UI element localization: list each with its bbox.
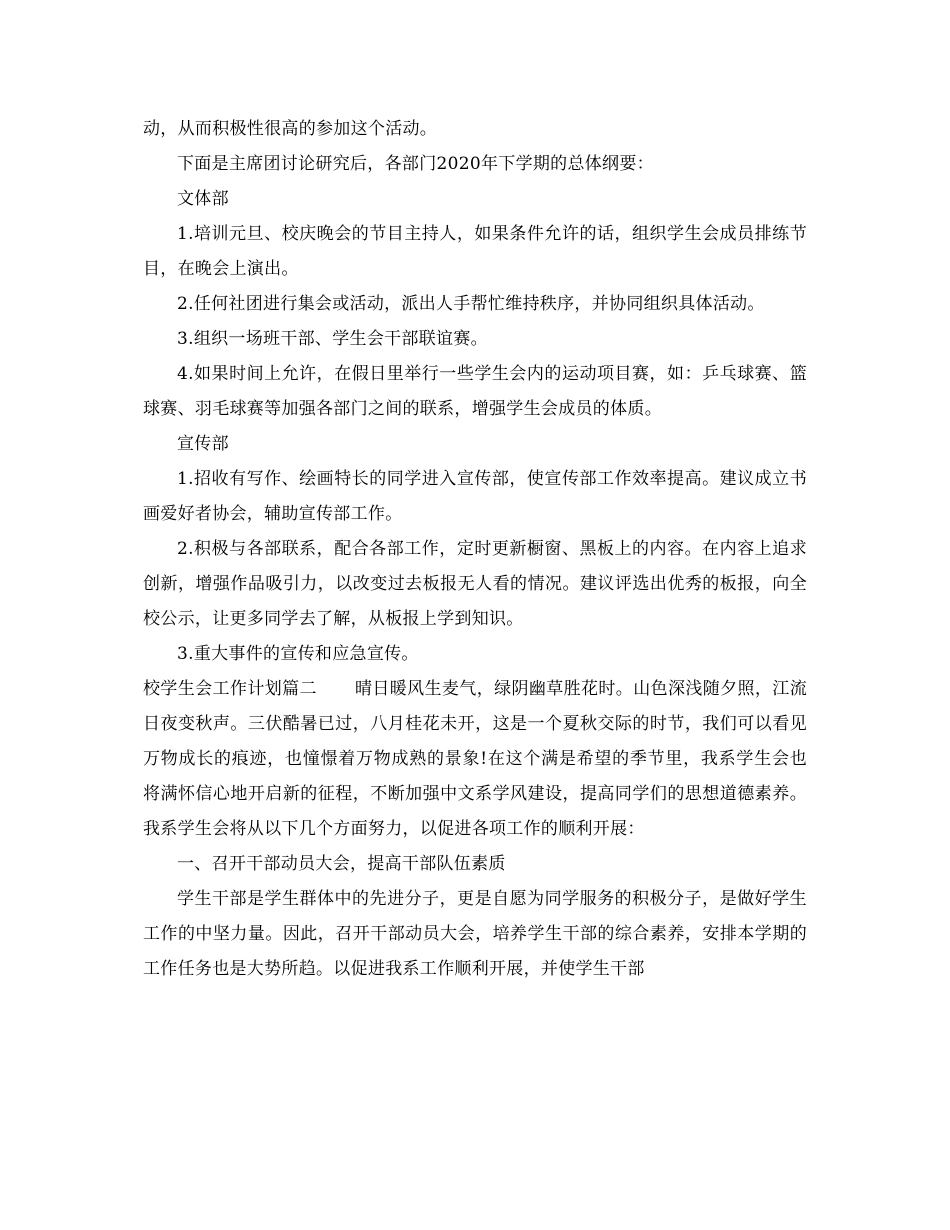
paragraph-xuanchuan-2: 2.积极与各部联系，配合各部工作，定时更新橱窗、黑板上的内容。在内容上追求创新，增强作品吸引力，以改变过去板报无人看的情况。建议评选出优秀的板报，向全校公示，让更多同学去了解，从板报上学到知识。 <box>143 539 807 629</box>
paragraph-wenti-3: 3.组织一场班干部、学生会干部联谊赛。 <box>177 329 488 349</box>
paragraph-wenti-4: 4.如果时间上允许，在假日里举行一些学生会内的运动项目赛，如：乒乓球赛、篮球赛、羽毛球赛等加强各部门之间的联系，增强学生会成员的体质。 <box>143 364 807 419</box>
paragraph-1: 动，从而积极性很高的参加这个活动。 <box>143 119 438 139</box>
section-two-heading: 校学生会工作计划篇二 <box>143 679 317 699</box>
paragraph-xuanchuan-1: 1.招收有写作、绘画特长的同学进入宣传部，使宣传部工作效率提高。建议成立书画爱好者协会，辅助宣传部工作。 <box>143 469 807 524</box>
section-two-text: 晴日暖风生麦气，绿阴幽草胜花时。山色深浅随夕照，江流日夜变秋声。三伏酷暑已过，八月桂花未开，这是一个夏秋交际的时节，我们可以看见万物成长的痕迹，也憧憬着万物成熟的景象!在这个满是希望的季节里，我系学生会也将满怀信心地开启新的征程，不断加强中文系学风建设，提高同学们的思想道德素养。我系学生会将从以下几个方面努力，以促进各项工作的顺利开展： <box>143 679 807 839</box>
section-two-paragraph <box>143 672 807 847</box>
heading-xuanchuan: 宣传部 <box>177 434 229 454</box>
heading-section-one: 一、召开干部动员大会，提高干部队伍素质 <box>177 854 506 874</box>
heading-wenti: 文体部 <box>177 189 229 209</box>
paragraph-xuanchuan-3: 3.重大事件的宣传和应急宣传。 <box>177 644 419 664</box>
paragraph-cadre: 学生干部是学生群体中的先进分子，更是自愿为同学服务的积极分子，是做好学生工作的中坚力量。因此，召开干部动员大会，培养学生干部的综合素养，安排本学期的工作任务也是大势所趋。以促进我系工作顺利开展，并使学生干部 <box>143 889 807 979</box>
paragraph-2: 下面是主席团讨论研究后，各部门2020年下学期的总体纲要： <box>177 154 654 174</box>
document-page <box>143 112 807 987</box>
paragraph-wenti-1: 1.培训元旦、校庆晚会的节目主持人，如果条件允许的话，组织学生会成员排练节目，在晚会上演出。 <box>143 224 807 279</box>
paragraph-wenti-2: 2.任何社团进行集会或活动，派出人手帮忙维持秩序，并协同组织具体活动。 <box>177 294 765 314</box>
